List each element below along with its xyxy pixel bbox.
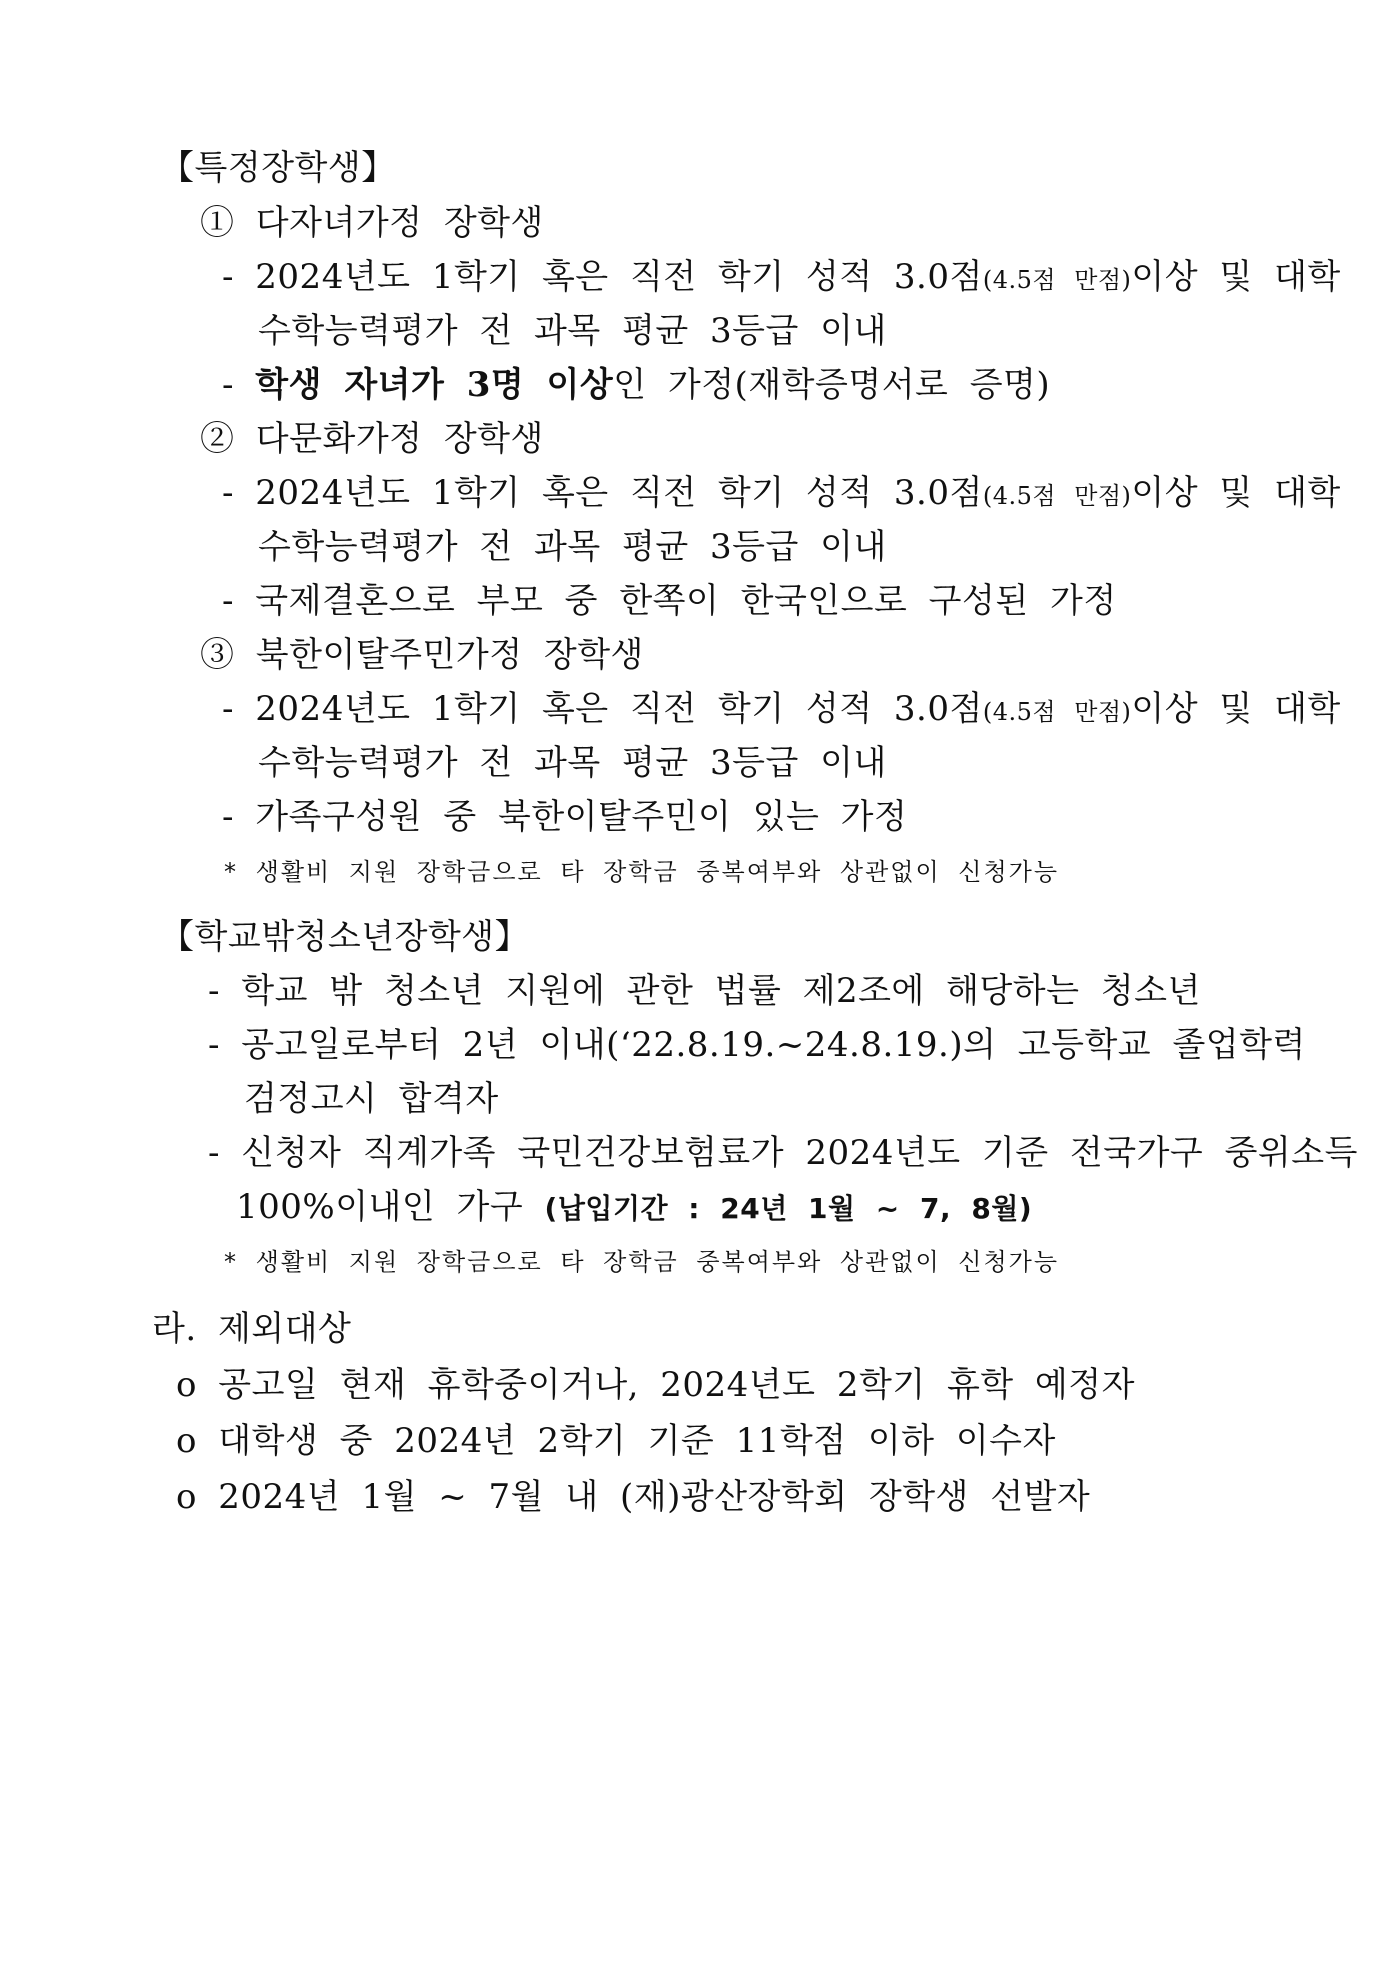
dash: - — [222, 365, 256, 405]
grade-text: - 2024년도 1학기 혹은 직전 학기 성적 3.0점 — [222, 257, 983, 297]
out-of-school-line5 — [236, 1182, 1032, 1234]
grade-text-end: 이상 및 대학 — [1131, 473, 1341, 513]
exclusion-item: o 대학생 중 2024년 2학기 기준 11학점 이하 이수자 — [176, 1421, 1056, 1461]
multi-child-family — [222, 360, 1050, 410]
grade-scale: (4.5점 만점) — [982, 482, 1132, 510]
multicultural-family: - 국제결혼으로 부모 중 한쪽이 한국인으로 구성된 가정 — [222, 581, 1117, 621]
grade-text-end: 이상 및 대학 — [1131, 257, 1341, 297]
grade-scale: (4.5점 만점) — [982, 266, 1132, 294]
defector-family: - 가족구성원 중 북한이탈주민이 있는 가정 — [222, 797, 908, 837]
grade-text: - 2024년도 1학기 혹은 직전 학기 성적 3.0점 — [222, 473, 983, 513]
family-text: 인 가정(재학증명서로 증명) — [613, 365, 1051, 405]
out-of-school-note: * 생활비 지원 장학금으로 타 장학금 중복여부와 상관없이 신청가능 — [224, 1248, 1059, 1276]
grade-scale: (4.5점 만점) — [982, 698, 1132, 726]
out-of-school-heading: 【학교밖청소년장학생】 — [160, 917, 530, 957]
out-of-school-line1: - 학교 밖 청소년 지원에 관한 법률 제2조에 해당하는 청소년 — [208, 971, 1201, 1011]
grade-text: - 2024년도 1학기 혹은 직전 학기 성적 3.0점 — [222, 689, 983, 729]
defector-grade-line2: 수학능력평가 전 과목 평균 3등급 이내 — [258, 743, 887, 783]
special-note: * 생활비 지원 장학금으로 타 장학금 중복여부와 상관없이 신청가능 — [224, 858, 1059, 886]
multi-child-title: ① 다자녀가정 장학생 — [200, 203, 544, 243]
grade-text-end: 이상 및 대학 — [1131, 689, 1341, 729]
exclusion-item: o 공고일 현재 휴학중이거나, 2024년도 2학기 휴학 예정자 — [176, 1365, 1135, 1405]
multi-child-grade-line2: 수학능력평가 전 과목 평균 3등급 이내 — [258, 311, 887, 351]
income-text: 100%이내인 가구 — [236, 1187, 545, 1227]
defector-title: ③ 북한이탈주민가정 장학생 — [200, 635, 644, 675]
multicultural-grade-line1 — [222, 468, 1341, 521]
multicultural-grade-line2: 수학능력평가 전 과목 평균 3등급 이내 — [258, 527, 887, 567]
defector-grade-line1 — [222, 684, 1341, 737]
multicultural-title: ② 다문화가정 장학생 — [200, 419, 544, 459]
out-of-school-line2: - 공고일로부터 2년 이내(‘22.8.19.~24.8.19.)의 고등학교 졸업학력 — [208, 1025, 1306, 1065]
multi-child-grade-line1 — [222, 252, 1341, 305]
payment-period: (납입기간 : 24년 1월 ~ 7, 8월) — [544, 1192, 1033, 1225]
family-bold-condition: 학생 자녀가 3명 이상 — [255, 365, 614, 405]
out-of-school-line3: 검정고시 합격자 — [244, 1079, 499, 1119]
out-of-school-line4: - 신청자 직계가족 국민건강보험료가 2024년도 기준 전국가구 중위소득 — [208, 1133, 1358, 1173]
exclusion-heading: 라. 제외대상 — [152, 1309, 352, 1349]
special-scholarship-heading: 【특정장학생】 — [160, 148, 396, 188]
exclusion-item: o 2024년 1월 ~ 7월 내 (재)광산장학회 장학생 선발자 — [176, 1477, 1091, 1517]
